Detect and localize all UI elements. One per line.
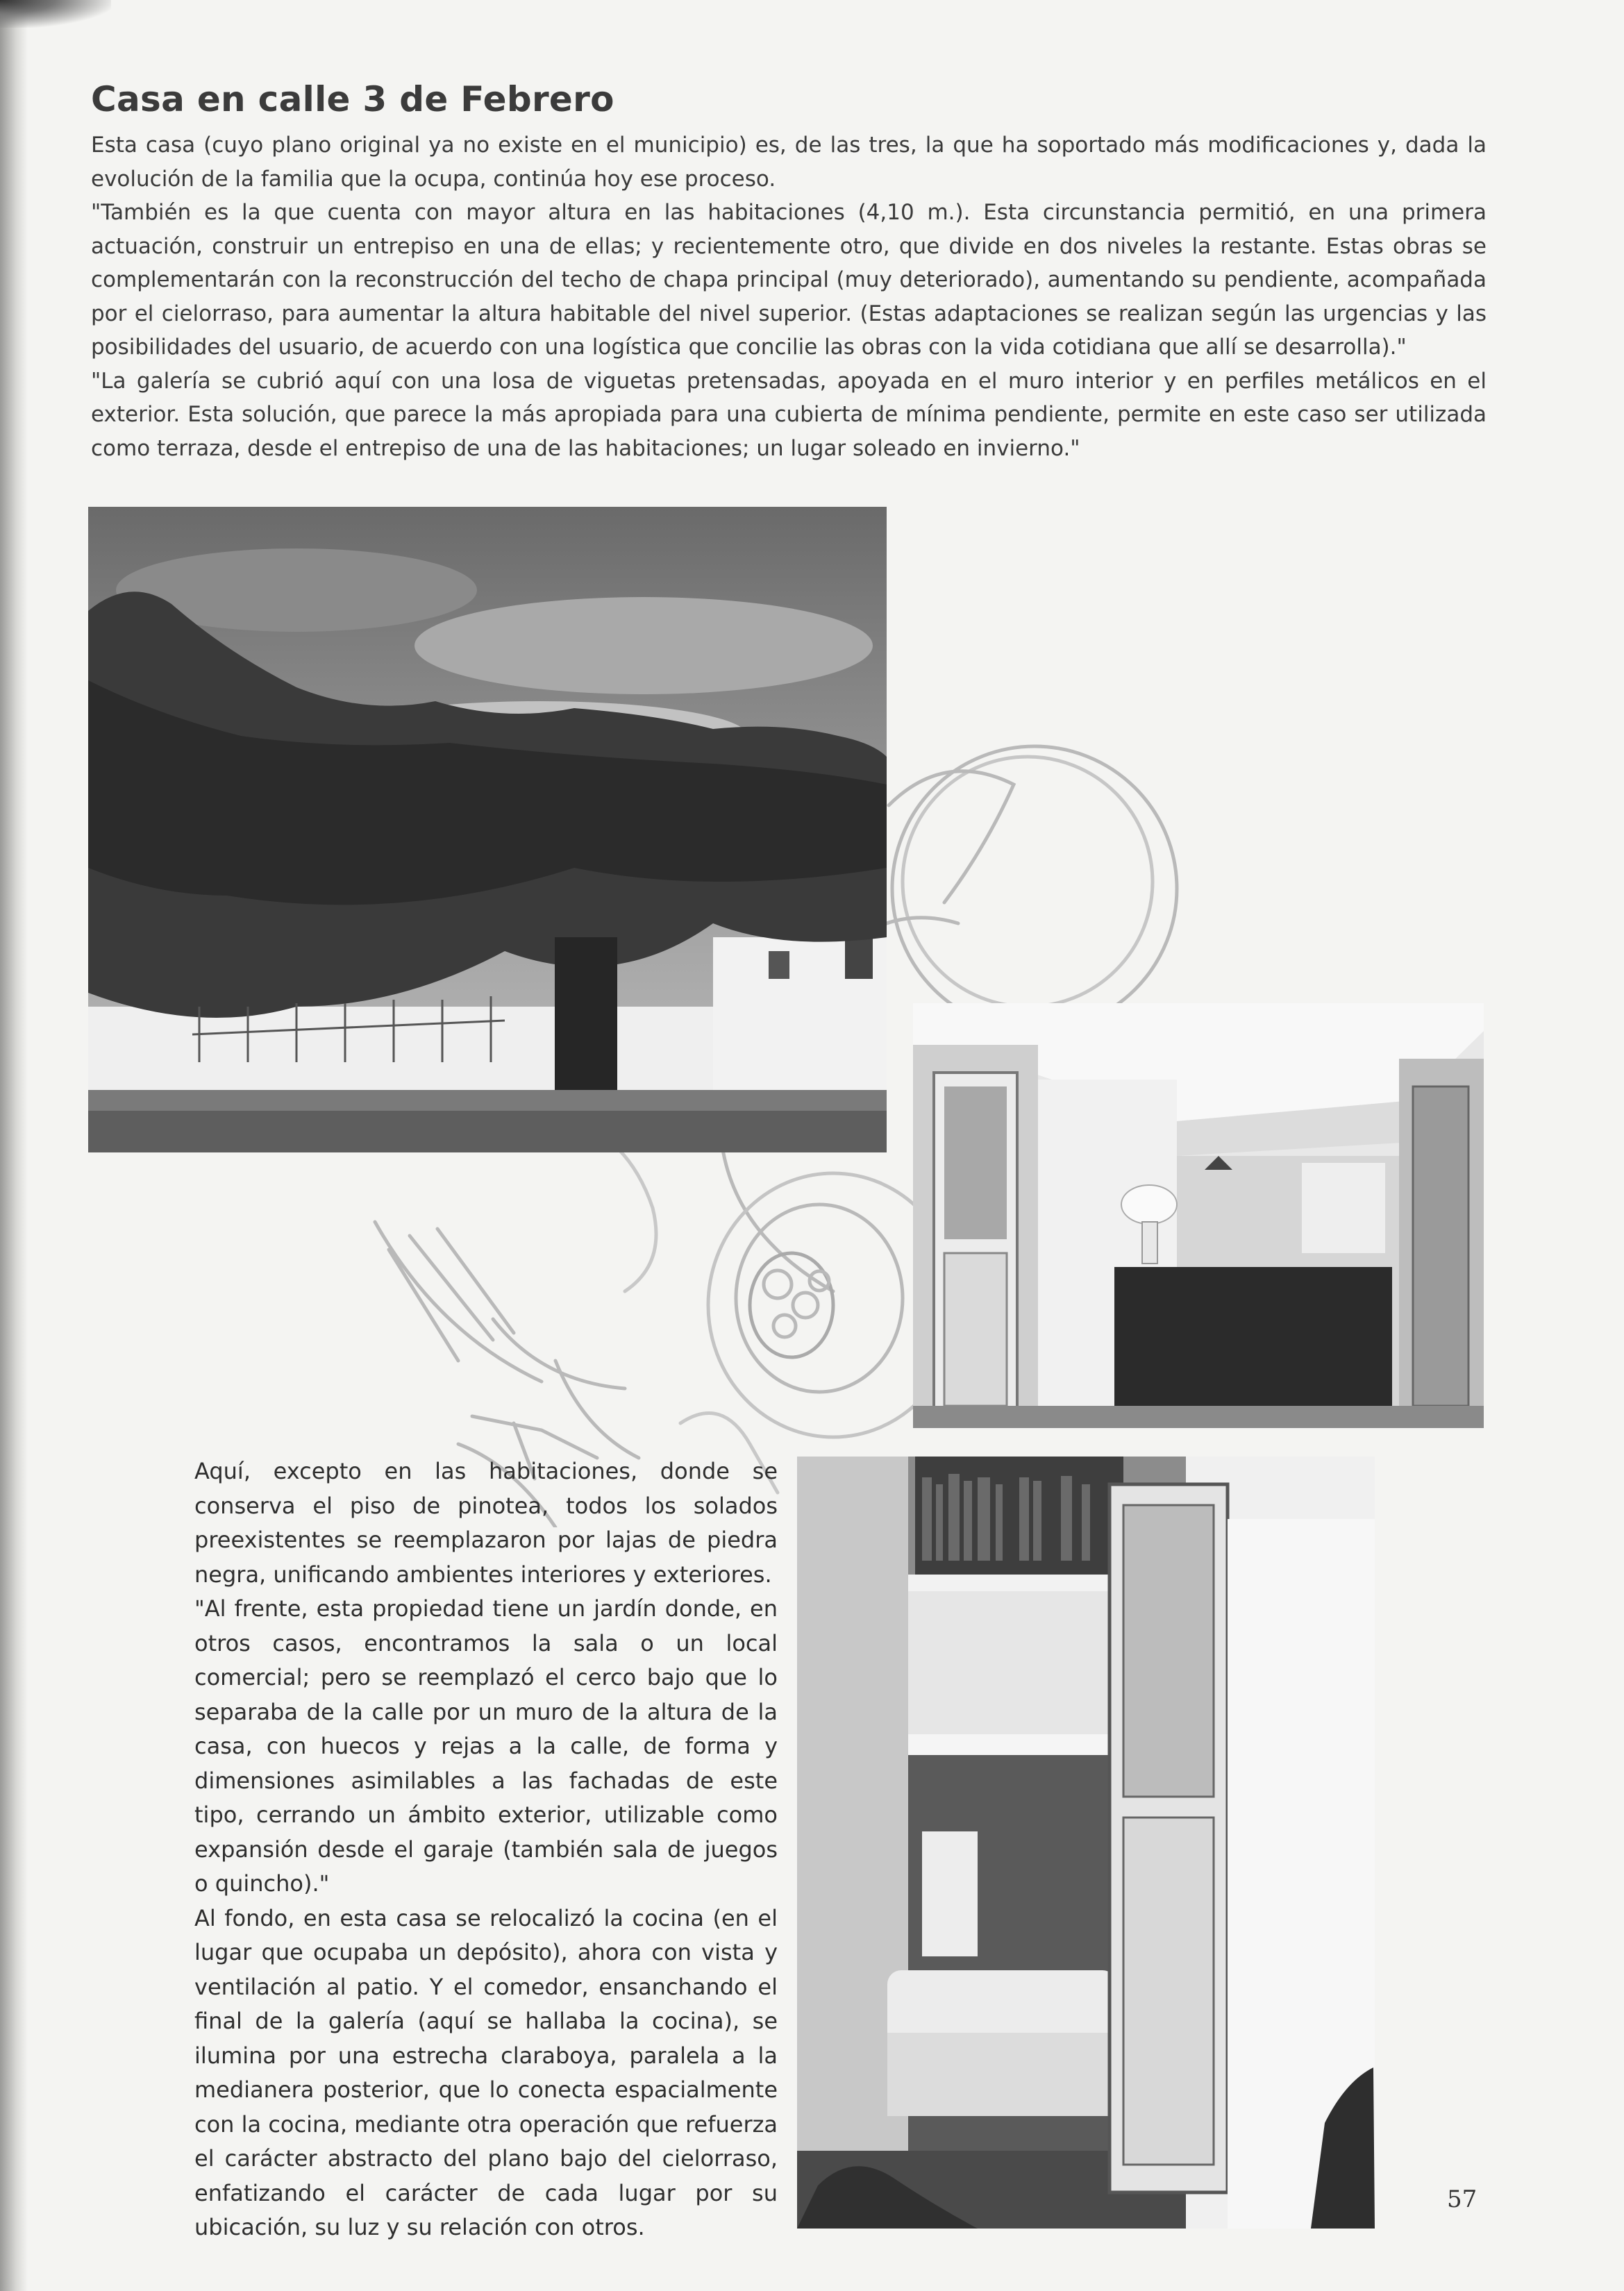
photo-interior-hall bbox=[913, 1003, 1484, 1428]
page-title: Casa en calle 3 de Febrero bbox=[91, 79, 614, 119]
page-binding-edge bbox=[0, 0, 28, 2291]
body-paragraph: Al fondo, en esta casa se relocalizó la cocina (en el lugar que ocupaba un depósito), ahora con vista y ventilación al patio. Y el comedor, ensanchando el final de la galería (aquí se hallaba la cocina), se ilumina por una estrecha claraboya, paralela a la medianera posterior, que lo conecta espacialmente con la cocina, mediante otra operación que refuerza el carácter abstracto del plano bajo del cielorraso, enfatizando el carácter de cada lugar por su ubicación, su luz y su relación con otros. bbox=[194, 1904, 778, 2240]
scan-corner-shadow bbox=[0, 0, 111, 28]
intro-paragraph: "También es la que cuenta con mayor altura en las habitaciones (4,10 m.). Esta circunstancia permitió, en una primera actuación, construir un entrepiso en una de ellas; y recientemente otro, que divide en dos niveles la restante. Estas obras se complementarán con la reconstrucción del techo de chapa principal (muy deteriorado), aumentando su pendiente, acompañada por el cielorraso, para aumentar la altura habitable del nivel superior. (Estas adaptaciones se realizan según las urgencias y las posibilidades del usuario, de acuerdo con una logística que concilie las obras con la vida cotidiana que allí se desarrolla)." bbox=[91, 200, 1487, 360]
body-paragraph: "Al frente, esta propiedad tiene un jardín donde, en otros casos, encontramos la sala o un local comercial; pero se reemplazó el cerco bajo que lo separaba de la calle por un muro de la altura de la casa, con huecos y rejas a la calle, de forma y dimensiones asimilables a las fachadas de este tipo, cerrando un ámbito exterior, utilizable como expansión desde el garaje (también sala de juegos o quincho)." bbox=[194, 1595, 778, 1897]
photo-interior-living bbox=[797, 1457, 1375, 2229]
body-paragraph: Aquí, excepto en las habitaciones, donde se conserva el piso de pinotea, todos los solados preexistentes se reemplazaron por lajas de piedra negra, unificando ambientes interiores y exteriores. bbox=[194, 1458, 778, 1588]
photo-facade-hedge bbox=[88, 507, 887, 1152]
intro-text bbox=[91, 128, 1487, 465]
intro-paragraph: "La galería se cubrió aquí con una losa de viguetas pretensadas, apoyada en el muro interior y en perfiles metálicos en el exterior. Esta solución, que parece la más apropiada para una cubierta de mínima pendiente, permite en este caso ser utilizada como terraza, desde el entrepiso de una de las habitaciones; un lugar soleado en invierno." bbox=[91, 368, 1487, 461]
intro-paragraph: Esta casa (cuyo plano original ya no existe en el municipio) es, de las tres, la que ha soportado más modificaciones y, dada la evolución de la familia que la ocupa, continúa hoy ese proceso. bbox=[91, 133, 1487, 192]
page-number: 57 bbox=[1447, 2185, 1477, 2213]
body-text bbox=[194, 1454, 778, 2245]
